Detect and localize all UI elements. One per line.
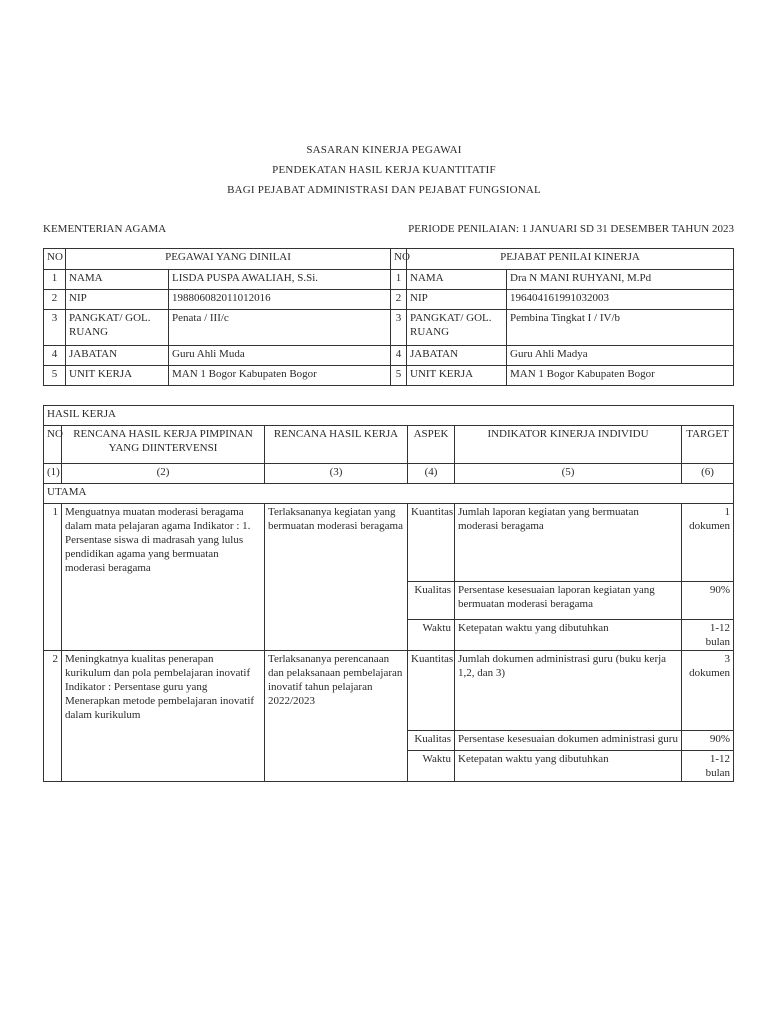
col-number: (4) (408, 464, 455, 484)
item-target: 3 dokumen (682, 651, 734, 731)
item-aspek: Kuantitas (408, 651, 455, 731)
header-no: NO (44, 426, 62, 464)
item-target: 1-12 bulan (682, 751, 734, 782)
instansi-label: KEMENTERIAN AGAMA (43, 223, 167, 235)
row-label-2: NAMA (407, 270, 507, 290)
item-no: 2 (44, 651, 62, 782)
table-row (44, 651, 734, 731)
item-indikator: Persentase kesesuaian dokumen administrasi guru (455, 731, 682, 751)
row-no-2: 4 (391, 346, 407, 366)
header-penilai: PEJABAT PENILAI KINERJA (407, 249, 734, 270)
item-rencana-pimpinan: Meningkatnya kualitas penerapan kurikulum dan pola pembelajaran inovatif Indikator : Persentase guru yang Menerapkan metode pembelajaran inovatif dalam kurikulum (62, 651, 265, 782)
row-no-2: 3 (391, 310, 407, 346)
pegawai-value: 198806082011012016 (169, 290, 391, 310)
identity-row (44, 366, 734, 386)
periode-label: PERIODE PENILAIAN: 1 JANUARI SD 31 DESEMBER TAHUN 2023 (408, 223, 734, 235)
row-no-2: 5 (391, 366, 407, 386)
item-aspek: Kualitas (408, 582, 455, 620)
col-number: (6) (682, 464, 734, 484)
header-indikator: INDIKATOR KINERJA INDIVIDU (455, 426, 682, 464)
header-no-2: NO (391, 249, 407, 270)
row-label-2: NIP (407, 290, 507, 310)
column-number-row (44, 464, 734, 484)
penilai-value: 196404161991032003 (507, 290, 734, 310)
col-number: (1) (44, 464, 62, 484)
title-line-2: PENDEKATAN HASIL KERJA KUANTITATIF (272, 164, 496, 176)
section-row (44, 406, 734, 426)
item-rencana-pimpinan: Menguatnya muatan moderasi beragama dalam mata pelajaran agama Indikator : 1. Persentase siswa di madrasah yang lulus pendidikan agama yang bermuatan moderasi beragama (62, 504, 265, 651)
group-title: UTAMA (44, 484, 734, 504)
item-target: 1-12 bulan (682, 620, 734, 651)
item-target: 90% (682, 582, 734, 620)
item-aspek: Waktu (408, 620, 455, 651)
table-row (44, 504, 734, 582)
item-rencana: Terlaksananya perencanaan dan pelaksanaan pembelajaran inovatif tahun pelajaran 2022/2023 (265, 651, 408, 782)
row-no: 2 (44, 290, 66, 310)
penilai-value: Guru Ahli Madya (507, 346, 734, 366)
row-label: PANGKAT/ GOL. RUANG (66, 310, 169, 346)
identity-row (44, 270, 734, 290)
title-line-1: SASARAN KINERJA PEGAWAI (306, 144, 462, 156)
row-no: 5 (44, 366, 66, 386)
pegawai-value: LISDA PUSPA AWALIAH, S.Si. (169, 270, 391, 290)
header-target: TARGET (682, 426, 734, 464)
identity-row (44, 346, 734, 366)
hasil-kerja-table (43, 405, 734, 782)
col-number: (2) (62, 464, 265, 484)
header-pegawai: PEGAWAI YANG DINILAI (66, 249, 391, 270)
identity-row (44, 290, 734, 310)
item-no: 1 (44, 504, 62, 651)
item-indikator: Ketepatan waktu yang dibutuhkan (455, 751, 682, 782)
hasil-header-row (44, 426, 734, 464)
row-no-2: 2 (391, 290, 407, 310)
pegawai-value: MAN 1 Bogor Kabupaten Bogor (169, 366, 391, 386)
row-label: NIP (66, 290, 169, 310)
item-aspek: Kualitas (408, 731, 455, 751)
item-aspek: Waktu (408, 751, 455, 782)
section-title: HASIL KERJA (44, 406, 734, 426)
col-number: (5) (455, 464, 682, 484)
col-number: (3) (265, 464, 408, 484)
header-no: NO (44, 249, 66, 270)
row-label: JABATAN (66, 346, 169, 366)
row-label: UNIT KERJA (66, 366, 169, 386)
item-indikator: Persentase kesesuaian laporan kegiatan yang bermuatan moderasi beragama (455, 582, 682, 620)
pegawai-value: Penata / III/c (169, 310, 391, 346)
row-no: 1 (44, 270, 66, 290)
identity-row (44, 310, 734, 346)
item-target: 1 dokumen (682, 504, 734, 582)
item-indikator: Ketepatan waktu yang dibutuhkan (455, 620, 682, 651)
row-no: 4 (44, 346, 66, 366)
header-aspek: ASPEK (408, 426, 455, 464)
document-title (0, 140, 768, 200)
penilai-value: Dra N MANI RUHYANI, M.Pd (507, 270, 734, 290)
group-row (44, 484, 734, 504)
penilai-value: MAN 1 Bogor Kabupaten Bogor (507, 366, 734, 386)
penilai-value: Pembina Tingkat I / IV/b (507, 310, 734, 346)
item-rencana: Terlaksananya kegiatan yang bermuatan moderasi beragama (265, 504, 408, 651)
row-no: 3 (44, 310, 66, 346)
item-indikator: Jumlah laporan kegiatan yang bermuatan moderasi beragama (455, 504, 682, 582)
header-rencana: RENCANA HASIL KERJA (265, 426, 408, 464)
identity-header-row (44, 249, 734, 270)
row-label-2: PANGKAT/ GOL. RUANG (407, 310, 507, 346)
identity-table (43, 248, 734, 386)
item-indikator: Jumlah dokumen administrasi guru (buku kerja 1,2, dan 3) (455, 651, 682, 731)
header-rencana-pimpinan: RENCANA HASIL KERJA PIMPINAN YANG DIINTERVENSI (62, 426, 265, 464)
row-no-2: 1 (391, 270, 407, 290)
item-target: 90% (682, 731, 734, 751)
row-label-2: JABATAN (407, 346, 507, 366)
title-line-3: BAGI PEJABAT ADMINISTRASI DAN PEJABAT FUNGSIONAL (227, 184, 541, 196)
item-aspek: Kuantitas (408, 504, 455, 582)
row-label: NAMA (66, 270, 169, 290)
row-label-2: UNIT KERJA (407, 366, 507, 386)
pegawai-value: Guru Ahli Muda (169, 346, 391, 366)
